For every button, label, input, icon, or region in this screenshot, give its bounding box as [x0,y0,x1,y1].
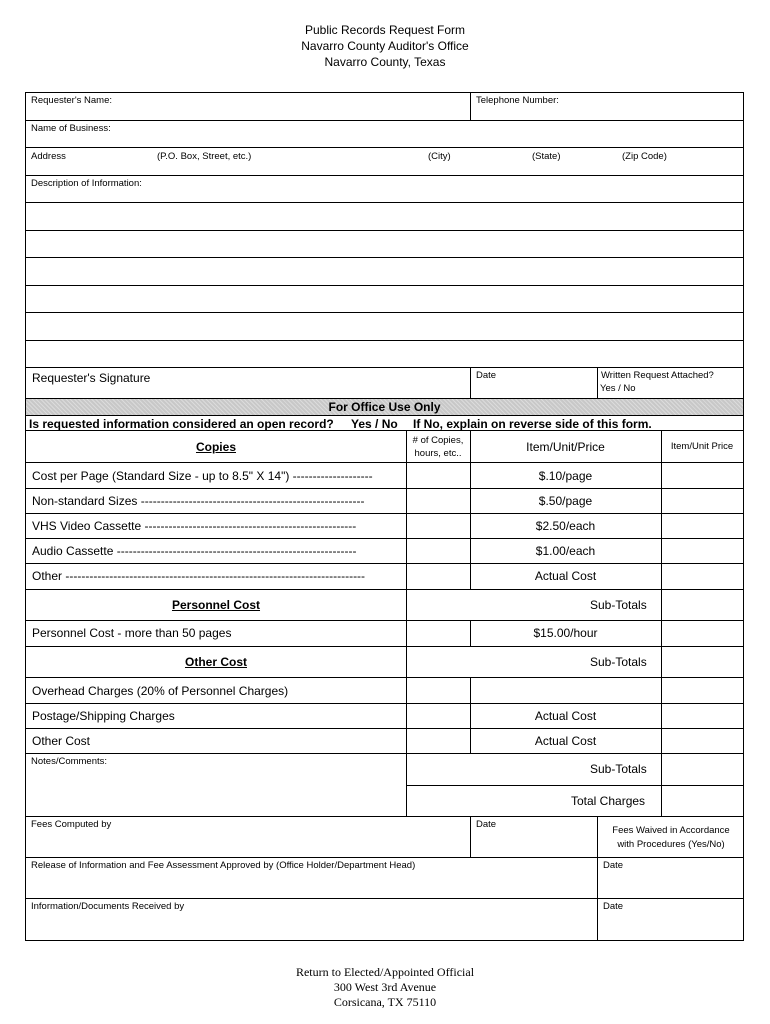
col-divider [661,620,662,677]
row-divider [25,340,744,341]
copy-price-vhs: $2.50/each [535,519,596,533]
row-divider [406,785,744,786]
border-right [743,92,744,941]
form-title: Public Records Request Form [304,23,466,37]
other-cost-item: Other Cost [32,734,91,748]
row-divider [25,257,744,258]
city-label: (City) [428,151,451,162]
footer-return-to: Return to Elected/Appointed Official [295,965,475,979]
copy-item-other: Other --------------------------------------------------------------------------- [32,569,366,583]
copy-item-nonstandard: Non-standard Sizes -------------------------------------------------------- [32,494,365,508]
row-divider [25,488,744,489]
open-record-explain: If No, explain on reverse side of this form. [413,417,652,431]
footer-street: 300 West 3rd Avenue [333,980,437,994]
col-divider [470,92,471,120]
col-divider [470,816,471,857]
row-divider [25,703,744,704]
other-cost-price: Actual Cost [534,734,597,748]
fees-date-field[interactable]: Date [476,819,497,830]
row-divider [25,816,744,817]
count-heading-line1: # of Copies, [412,435,464,446]
copy-price-standard: $.10/page [538,469,593,483]
other-subtotals: Sub-Totals [590,655,647,669]
copy-price-audio: $1.00/each [535,544,596,558]
address-hint: (P.O. Box, Street, etc.) [157,151,252,162]
signature-date-field[interactable]: Date [476,370,497,381]
row-divider [25,367,744,368]
row-divider [25,857,744,858]
fees-waived-line2[interactable]: with Procedures (Yes/No) [617,839,725,850]
col-divider [406,677,407,816]
written-request-label: Written Request Attached? [601,370,714,381]
copy-price-nonstandard: $.50/page [538,494,593,508]
col-divider [661,589,662,620]
col-divider [470,367,471,398]
release-date-field[interactable]: Date [603,860,624,871]
price-heading: Item/Unit/Price [526,440,605,454]
office-use-banner: For Office Use Only [328,400,441,414]
copy-item-vhs: VHS Video Cassette ----------------------------------------------------- [32,519,357,533]
postage-price: Actual Cost [534,709,597,723]
county-name: Navarro County, Texas [324,55,446,69]
open-record-question: Is requested information considered an open record? [29,417,334,431]
row-divider [25,147,744,148]
received-by-field[interactable]: Information/Documents Received by [31,901,185,912]
row-divider [25,285,744,286]
business-name-field[interactable]: Name of Business: [31,123,111,134]
row-divider [25,646,744,647]
row-divider [25,728,744,729]
copy-price-other: Actual Cost [534,569,597,583]
count-heading-line2: hours, etc.. [414,448,462,459]
personnel-heading: Personnel Cost [171,598,261,612]
copies-heading: Copies [195,440,236,454]
requester-signature-field[interactable]: Requester's Signature [32,371,151,385]
row-divider [25,120,744,121]
row-divider [25,898,744,899]
border-top [25,92,744,93]
row-divider [25,398,744,399]
fees-computed-field[interactable]: Fees Computed by [31,819,112,830]
row-divider [25,589,744,590]
office-name: Navarro County Auditor's Office [301,39,469,53]
copy-item-standard: Cost per Page (Standard Size - up to 8.5" X 14") -------------------- [32,469,373,483]
open-record-yesno[interactable]: Yes / No [351,417,398,431]
zip-label: (Zip Code) [622,151,667,162]
telephone-field[interactable]: Telephone Number: [476,95,559,106]
state-label: (State) [532,151,561,162]
row-divider [25,563,744,564]
border-bottom [25,940,744,941]
row-divider [25,538,744,539]
row-divider [25,175,744,176]
row-divider [25,415,744,416]
description-field[interactable]: Description of Information: [31,178,142,189]
row-divider [25,513,744,514]
received-date-field[interactable]: Date [603,901,624,912]
release-approved-field[interactable]: Release of Information and Fee Assessment Approved by (Office Holder/Department Head) [31,860,416,871]
row-divider [25,202,744,203]
written-request-yesno[interactable]: Yes / No [600,383,636,394]
row-divider [25,753,744,754]
col-divider [661,430,662,589]
footer-city: Corsicana, TX 75110 [333,995,437,1009]
row-divider [25,230,744,231]
personnel-item: Personnel Cost - more than 50 pages [32,626,232,640]
copy-item-audio: Audio Cassette ------------------------------------------------------------ [32,544,357,558]
other-cost-heading: Other Cost [184,655,247,669]
row-divider [25,620,744,621]
col-divider [661,677,662,816]
notes-field[interactable]: Notes/Comments: [31,756,108,767]
notes-subtotals: Sub-Totals [590,762,647,776]
border-left [25,92,26,941]
personnel-price: $15.00/hour [533,626,598,640]
personnel-subtotals: Sub-Totals [590,598,647,612]
row-divider [25,312,744,313]
overhead-item: Overhead Charges (20% of Personnel Charges) [32,684,289,698]
row-divider [25,677,744,678]
total-charges: Total Charges [571,794,646,808]
fees-waived-line1: Fees Waived in Accordance [612,825,730,836]
row-divider [25,462,744,463]
price-heading-small: Item/Unit Price [670,441,734,452]
col-divider [597,367,598,398]
requester-name-field[interactable]: Requester's Name: [31,95,113,106]
address-field[interactable]: Address [31,151,66,162]
col-divider [406,589,407,677]
postage-item: Postage/Shipping Charges [32,709,175,723]
